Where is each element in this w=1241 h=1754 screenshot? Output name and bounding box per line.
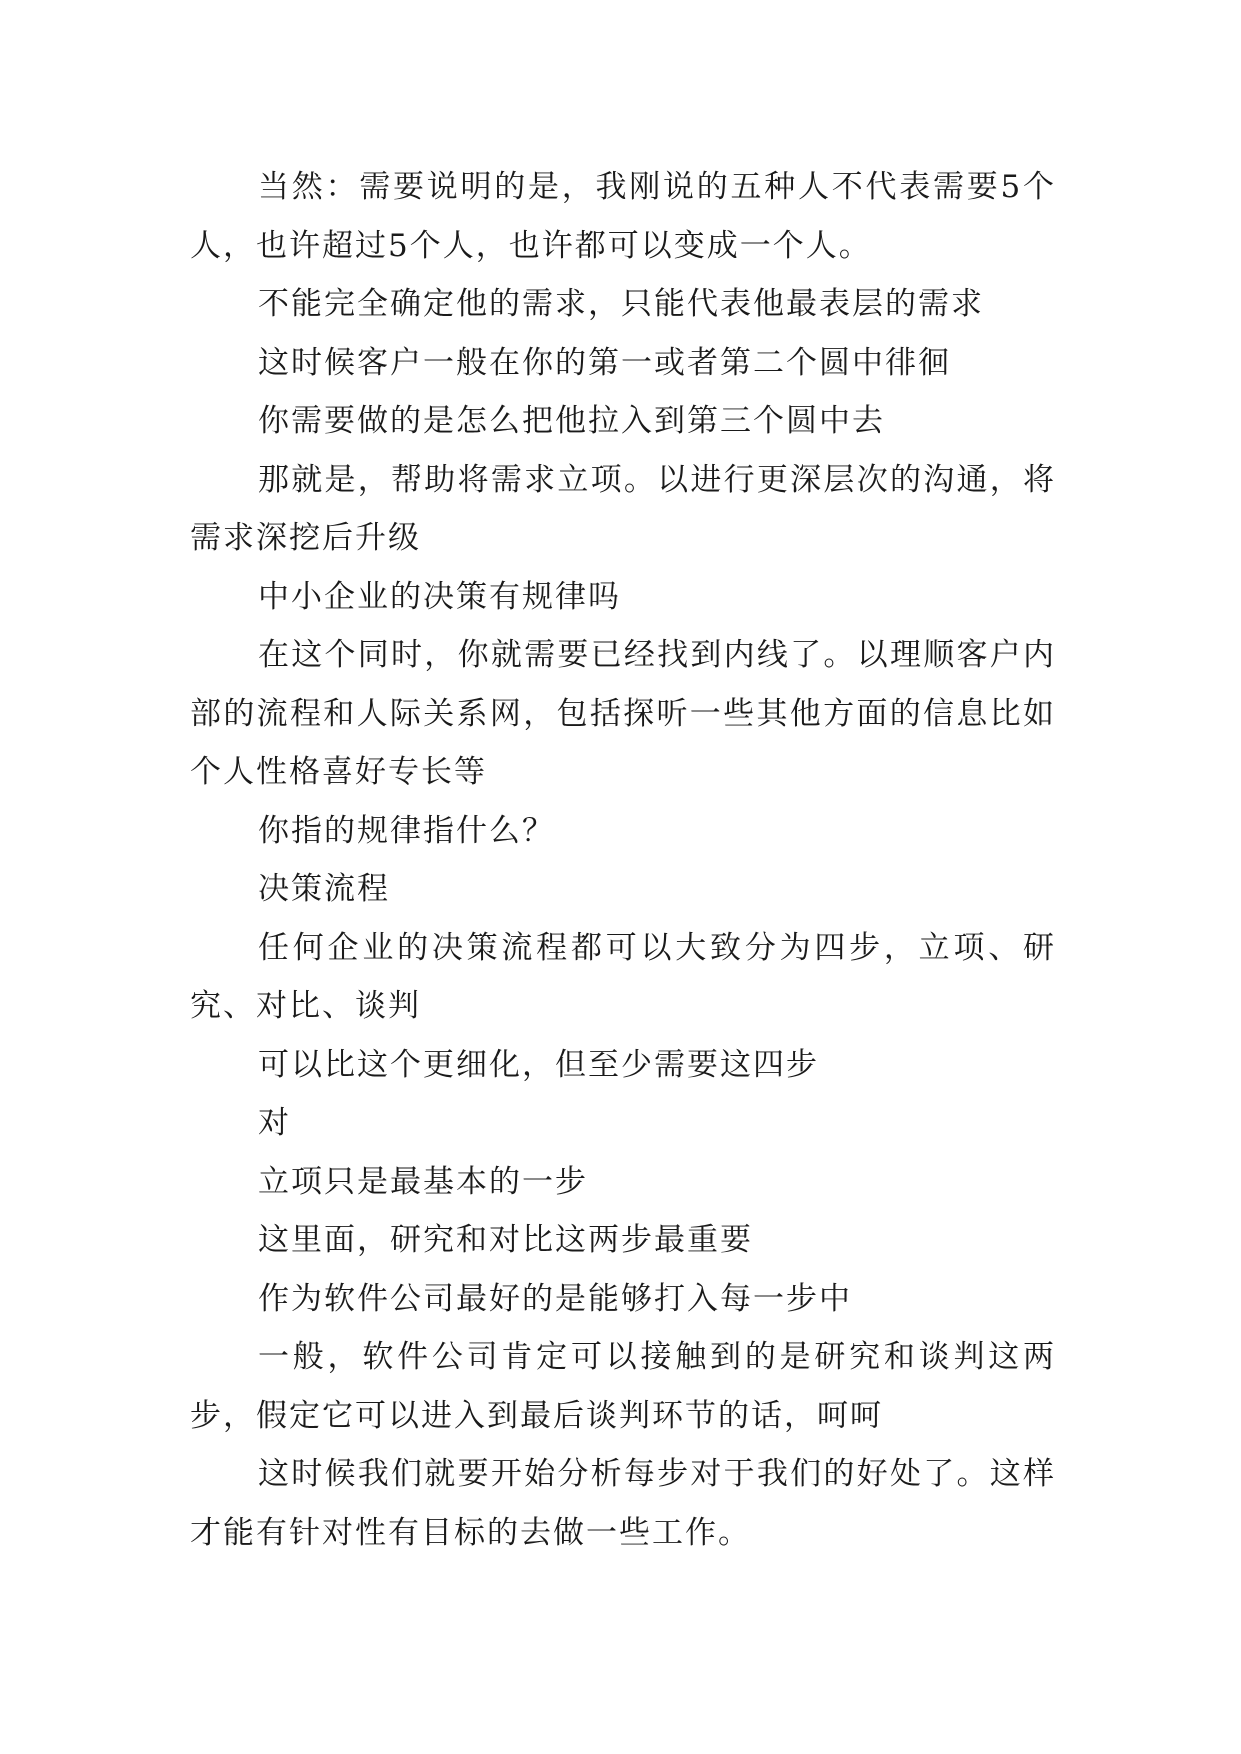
paragraph-7: 在这个同时，你就需要已经找到内线了。以理顺客户内部的流程和人际关系网，包括探听一些其他方面的信息比如个人性格喜好专长等	[190, 637, 1056, 790]
paragraph-9: 决策流程	[258, 871, 390, 907]
paragraph-12: 对	[258, 1105, 291, 1141]
paragraph-1: 当然：需要说明的是，我刚说的五种人不代表需要5个人，也许超过5个人，也许都可以变成一个人。	[190, 169, 1056, 264]
paragraph-5: 那就是，帮助将需求立项。以进行更深层次的沟通，将需求深挖后升级	[190, 461, 1056, 556]
paragraph-2: 不能完全确定他的需求，只能代表他最表层的需求	[258, 286, 984, 322]
paragraph-13: 立项只是最基本的一步	[258, 1163, 588, 1200]
paragraph-16: 一般，软件公司肯定可以接触到的是研究和谈判这两步，假定它可以进入到最后谈判环节的话，呵呵	[190, 1339, 1056, 1434]
paragraph-14: 这里面，研究和对比这两步最重要	[258, 1222, 753, 1258]
paragraph-17: 这时候我们就要开始分析每步对于我们的好处了。这样才能有针对性有目标的去做一些工作。	[190, 1456, 1056, 1551]
paragraph-10: 任何企业的决策流程都可以大致分为四步，立项、研究、对比、谈判	[190, 929, 1056, 1024]
paragraph-8: 你指的规律指什么？	[258, 812, 555, 849]
paragraph-4: 你需要做的是怎么把他拉入到第三个圆中去	[258, 403, 885, 439]
document-body	[190, 158, 1056, 1562]
paragraph-15: 作为软件公司最好的是能够打入每一步中	[258, 1280, 852, 1317]
paragraph-3: 这时候客户一般在你的第一或者第二个圆中徘徊	[258, 344, 951, 381]
paragraph-11: 可以比这个更细化，但至少需要这四步	[258, 1046, 819, 1083]
paragraph-6: 中小企业的决策有规律吗	[258, 578, 621, 615]
